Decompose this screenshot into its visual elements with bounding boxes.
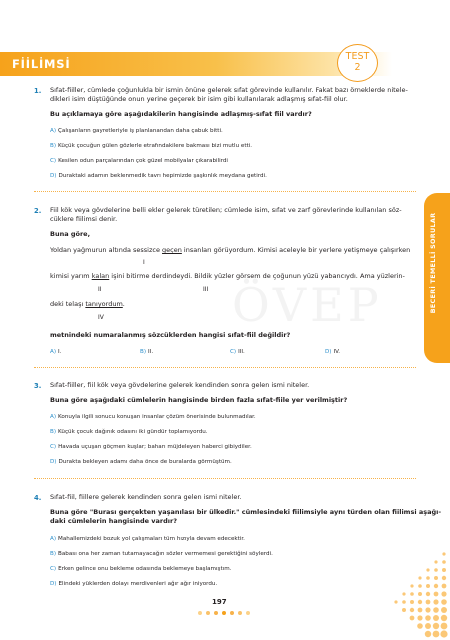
numeral-1: I	[143, 259, 145, 266]
option-letter: A)	[50, 536, 57, 542]
question-4-option-b[interactable]	[50, 550, 273, 558]
divider	[34, 367, 416, 368]
question-3-option-b[interactable]	[50, 428, 208, 436]
option-text: Elindeki yüklerden dolayı merdivenleri ağır ağır iniyordu.	[58, 581, 218, 587]
option-letter: C)	[50, 158, 57, 164]
header-bar	[0, 52, 392, 76]
question-2-option-a[interactable]	[50, 348, 61, 356]
passage-line-3	[50, 300, 125, 309]
passage-text: .	[122, 300, 125, 308]
option-letter: A)	[50, 414, 57, 420]
page-number: 197	[212, 598, 227, 606]
test-badge	[337, 44, 378, 82]
test-number: 2	[354, 62, 361, 73]
question-1-intro-line-2: dikleri isim düştüğünde onun yerine geçerek bir isim gibi kullanılarak adlaşmış sıfat-fiil olur.	[50, 95, 348, 103]
numeral-3: III	[203, 286, 209, 293]
option-text: IV.	[333, 349, 341, 355]
option-text: II.	[148, 349, 154, 355]
question-2-option-d[interactable]	[325, 348, 340, 356]
side-tab	[424, 193, 450, 363]
question-2-intro-line-1: Fiil kök veya gövdelerine belli ekler gelerek türetilen; cümlede isim, sıfat ve zarf görevlerinde kullanılan söz-	[50, 206, 402, 214]
option-text: Mahallemizdeki bozuk yol çalışmaları tüm hızıyla devam edecektir.	[58, 536, 245, 542]
side-tab-label: BECERİ TEMELLİ SORULAR	[429, 212, 437, 314]
question-3-number: 3.	[34, 382, 42, 390]
question-1-option-a[interactable]	[50, 127, 223, 135]
option-letter: D)	[50, 581, 57, 587]
option-text: Küçük çocuğun gülen gözlerle etrafındakilere bakması bizi mutlu etti.	[58, 143, 253, 149]
option-text: Havada uçuşan göçmen kuşlar; baharı müjdeleyen haberci gibiydiler.	[58, 444, 252, 450]
question-3-intro: Sıfat-fiiller, fiil kök veya gövdelerine gelerek kendinden sonra gelen ismi niteler.	[50, 381, 310, 389]
option-text: Küçük çocuk dağınık odasını iki gündür toplamıyordu.	[58, 429, 208, 435]
question-3-option-c[interactable]	[50, 443, 252, 451]
question-1-intro-line-1: Sıfat-fiiller, cümlede çoğunlukla bir ismin önüne gelerek sıfat görevinde kullanılır. Fakat bazı örneklerde nitele-	[50, 86, 408, 94]
option-letter: B)	[50, 551, 57, 557]
question-1-option-b[interactable]	[50, 142, 252, 150]
option-text: Duraktaki adamın beklenmedik tavrı hepimizde şaşkınlık meydana getirdi.	[58, 173, 267, 179]
question-4-intro: Sıfat-fiil, fiillere gelerek kendinden sonra gelen ismi niteler.	[50, 493, 242, 501]
passage-text: insanları görüyordum. Kimisi aceleyle bir yerlere yetişmeye çalışırken	[181, 246, 411, 254]
question-1-number: 1.	[34, 87, 42, 95]
question-1-stem: Bu açıklamaya göre aşağıdakilerin hangisinde adlaşmış-sıfat fiil vardır?	[50, 110, 312, 118]
numeral-2: II	[98, 286, 102, 293]
numbered-word-1: geçen	[162, 246, 182, 254]
question-2-intro-line-2: cüklere fiilimsi denir.	[50, 215, 118, 223]
question-4-option-c[interactable]	[50, 565, 231, 573]
option-letter: C)	[50, 566, 57, 572]
question-4-option-d[interactable]	[50, 580, 217, 588]
question-4-number: 4.	[34, 494, 42, 502]
passage-line-2	[50, 272, 405, 281]
divider	[34, 478, 416, 479]
question-2-number: 2.	[34, 207, 42, 215]
passage-text: işini bitirme derdindeydi. Bildik yüzler görsem de çoğunun yüzü yabancıydı. Ama yüzlerin-	[109, 272, 405, 280]
option-letter: A)	[50, 349, 57, 355]
option-letter: C)	[50, 444, 57, 450]
option-text: Babası ona her zaman tutamayacağın sözler vermemesi gerektiğini söylerdi.	[58, 551, 273, 557]
passage-text: deki telaşı	[50, 300, 86, 308]
question-2-stem: metnindeki numaralanmış sözcüklerden hangisi sıfat-fiil değildir?	[50, 331, 291, 339]
option-letter: D)	[50, 173, 57, 179]
passage-text: Yoldan yağmurun altında sessizce	[50, 246, 163, 254]
numbered-word-4: tanıyordum	[85, 300, 123, 308]
option-letter: A)	[50, 128, 57, 134]
option-letter: C)	[230, 349, 237, 355]
option-letter: B)	[140, 349, 147, 355]
question-4-stem-line-1: Buna göre "Burası gerçekten yaşanılası bir ülkedir." cümlesindeki fiilimsiyle aynı türden olan fiilimsi aşağı-	[50, 508, 442, 516]
question-2-lead: Buna göre,	[50, 230, 91, 238]
question-2-option-b[interactable]	[140, 348, 153, 356]
question-2-option-c[interactable]	[230, 348, 245, 356]
question-1-option-d[interactable]	[50, 172, 267, 180]
option-text: Erken gelince onu bekleme odasında beklemeye başlamıştım.	[58, 566, 232, 572]
watermark: ÖVEP	[232, 278, 383, 332]
numbered-word-2: kalan	[91, 272, 110, 280]
question-1-option-c[interactable]	[50, 157, 228, 165]
option-text: Kesilen odun parçalarından çok güzel mobilyalar çıkarabilirdi	[58, 158, 228, 164]
decorative-dot-pattern	[388, 550, 450, 640]
option-letter: B)	[50, 429, 57, 435]
option-text: III.	[238, 349, 245, 355]
question-4-option-a[interactable]	[50, 535, 245, 543]
option-text: I.	[58, 349, 62, 355]
question-3-option-a[interactable]	[50, 413, 256, 421]
test-label: TEST	[345, 51, 370, 62]
option-letter: B)	[50, 143, 57, 149]
page-title: FİİLİMSİ	[12, 57, 71, 71]
decorative-dots	[196, 608, 252, 618]
option-text: Konuyla ilgili sonucu konuşan insanlar çözüm önerisinde bulunmadılar.	[58, 414, 256, 420]
divider	[34, 191, 416, 192]
numeral-4: IV	[98, 314, 104, 321]
option-text: Çalışanların gayretleriyle iş planlanandan daha çabuk bitti.	[58, 128, 223, 134]
option-text: Durakta bekleyen adamı daha önce de buralarda görmüştüm.	[58, 459, 232, 465]
option-letter: D)	[50, 459, 57, 465]
question-4-stem-line-2: daki cümlelerin hangisinde vardır?	[50, 517, 177, 525]
passage-line-1	[50, 246, 410, 255]
option-letter: D)	[325, 349, 332, 355]
passage-text: kimisi yarım	[50, 272, 92, 280]
question-3-stem: Buna göre aşağıdaki cümlelerin hangisinde birden fazla sıfat-fiile yer verilmiştir?	[50, 396, 348, 404]
question-3-option-d[interactable]	[50, 458, 232, 466]
